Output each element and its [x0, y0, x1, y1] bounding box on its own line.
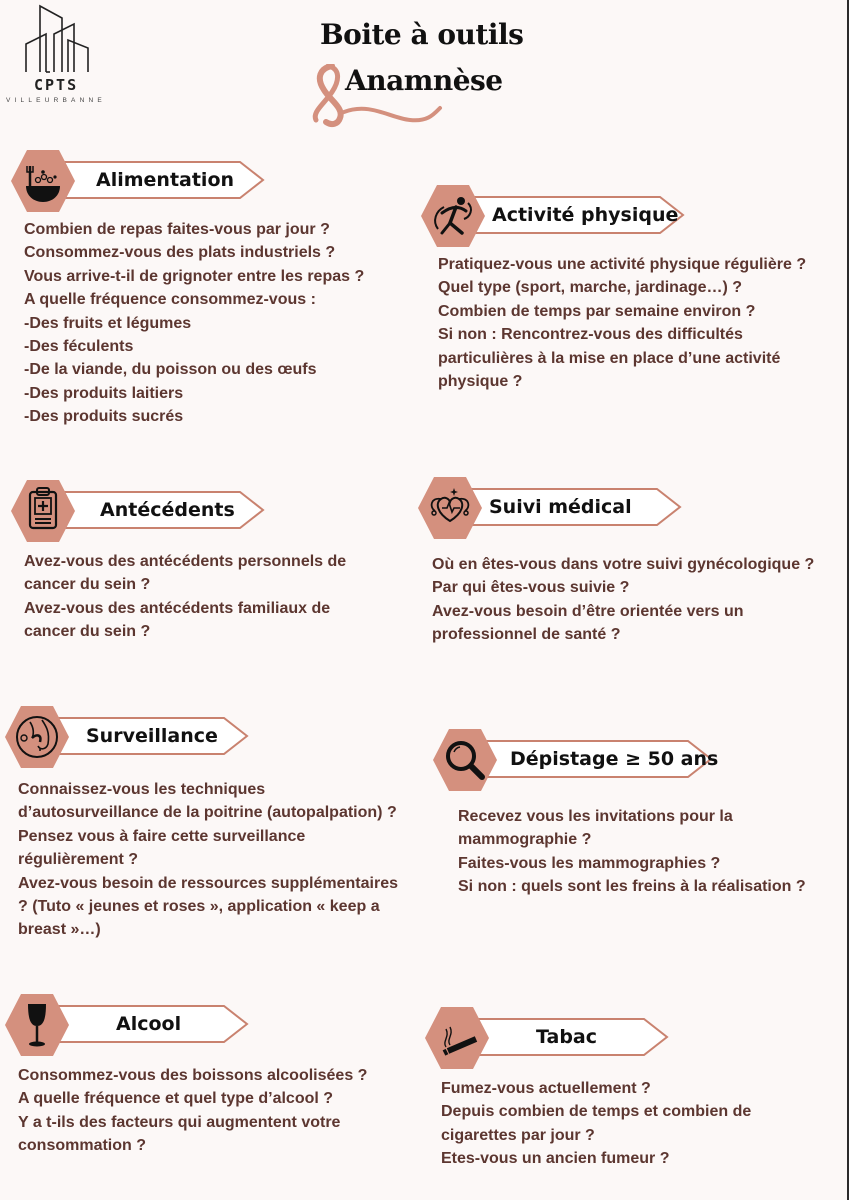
question-line: -Des produits laitiers	[24, 384, 184, 402]
breast-self-exam-icon	[4, 704, 70, 770]
question-line: particulières à la mise en place d’une activité	[438, 349, 781, 367]
question-line: Où en êtes-vous dans votre suivi gynécologique ?	[432, 556, 815, 573]
question-line: Pratiquez-vous une activité physique régulière ?	[438, 256, 807, 273]
athlete-icon	[420, 183, 486, 249]
question-line: cancer du sein ?	[24, 576, 151, 594]
question-line: Avez-vous besoin d’être orientée vers un	[432, 602, 744, 620]
question-line: Si non : quels sont les freins à la réalisation ?	[458, 878, 806, 896]
question-line: Y a t-ils des facteurs qui augmentent votre	[18, 1113, 341, 1131]
question-list	[432, 553, 814, 647]
section-banner	[484, 739, 719, 779]
question-line: -De la viande, du poisson ou des œufs	[24, 361, 317, 379]
clipboard-medical-icon	[10, 478, 76, 544]
question-line: physique ?	[438, 373, 523, 391]
section-banner	[60, 160, 266, 200]
question-line: cigarettes par jour ?	[441, 1126, 595, 1144]
wine-glass-icon	[4, 992, 70, 1058]
heart-stethoscope-icon	[417, 475, 483, 541]
page-title: Boite à outils	[320, 18, 524, 51]
question-line: consommation ?	[18, 1137, 147, 1155]
question-line: Avez-vous des antécédents familiaux de	[24, 599, 331, 617]
section-title: Suivi médical	[489, 496, 632, 518]
question-list	[24, 218, 364, 429]
question-line: Combien de repas faites-vous par jour ?	[24, 221, 330, 238]
page-subtitle: Anamnèse	[345, 64, 503, 97]
question-line: Etes-vous un ancien fumeur ?	[441, 1150, 670, 1168]
question-line: Faites-vous les mammographies ?	[458, 854, 721, 872]
question-line: d’autosurveillance de la poitrine (autopalpation) ?	[18, 804, 397, 822]
question-line: professionnel de santé ?	[432, 626, 621, 644]
section-title: Antécédents	[100, 499, 235, 521]
section-title: Alimentation	[96, 169, 235, 191]
question-line: Si non : Rencontrez-vous des difficultés	[438, 326, 743, 344]
question-line: ? (Tuto « jeunes et roses », application « keep a	[18, 898, 380, 916]
cpts-logo	[4, 4, 114, 108]
question-list	[24, 550, 346, 644]
question-line: Consommez-vous des plats industriels ?	[24, 244, 336, 262]
food-bowl-icon	[10, 148, 76, 214]
question-line: Consommez-vous des boissons alcoolisées ?	[18, 1067, 368, 1084]
section-banner	[56, 716, 250, 756]
question-line: -Des produits sucrés	[24, 408, 184, 426]
buildings-icon	[4, 4, 114, 84]
section-title: Tabac	[536, 1026, 598, 1048]
question-line: Quel type (sport, marche, jardinage…) ?	[438, 279, 743, 297]
question-line: Recevez vous les invitations pour la	[458, 808, 733, 825]
question-line: cancer du sein ?	[24, 623, 151, 641]
section-banner	[476, 1017, 670, 1057]
question-line: Connaissez-vous les techniques	[18, 781, 266, 798]
question-line: Pensez vous à faire cette surveillance	[18, 827, 306, 845]
question-line: mammographie ?	[458, 831, 592, 849]
question-line: Avez-vous besoin de ressources supplémentaires	[18, 874, 398, 892]
section-banner	[60, 490, 266, 530]
question-line: Combien de temps par semaine environ ?	[438, 302, 756, 320]
question-line: Par qui êtes-vous suivie ?	[432, 579, 630, 597]
question-line: -Des fruits et légumes	[24, 314, 192, 332]
question-line: A quelle fréquence et quel type d’alcool ?	[18, 1090, 334, 1108]
section-title: Dépistage ≥ 50 ans	[510, 748, 719, 770]
question-line: Depuis combien de temps et combien de	[441, 1103, 752, 1121]
section-title: Surveillance	[86, 725, 218, 747]
question-line: Fumez-vous actuellement ?	[441, 1080, 651, 1097]
section-banner	[469, 487, 683, 527]
section-banner	[56, 1004, 250, 1044]
section-title: Activité physique	[492, 204, 679, 226]
cigarette-icon	[424, 1005, 490, 1071]
question-list	[438, 253, 806, 393]
question-line: Vous arrive-t-il de grignoter entre les repas ?	[24, 267, 365, 285]
magnifier-icon	[432, 727, 498, 793]
logo-name: CPTS	[34, 76, 79, 94]
section-banner	[472, 195, 686, 235]
question-line: A quelle fréquence consommez-vous :	[24, 291, 316, 309]
question-list	[441, 1077, 751, 1171]
question-line: Avez-vous des antécédents personnels de	[24, 553, 347, 570]
question-line: breast »…)	[18, 921, 101, 939]
question-list	[18, 1064, 367, 1158]
question-list	[458, 805, 806, 899]
section-title: Alcool	[116, 1013, 182, 1035]
question-line: -Des féculents	[24, 338, 134, 356]
logo-city: VILLEURBANNE	[6, 97, 106, 104]
question-list	[18, 778, 398, 942]
question-line: régulièrement ?	[18, 851, 139, 869]
